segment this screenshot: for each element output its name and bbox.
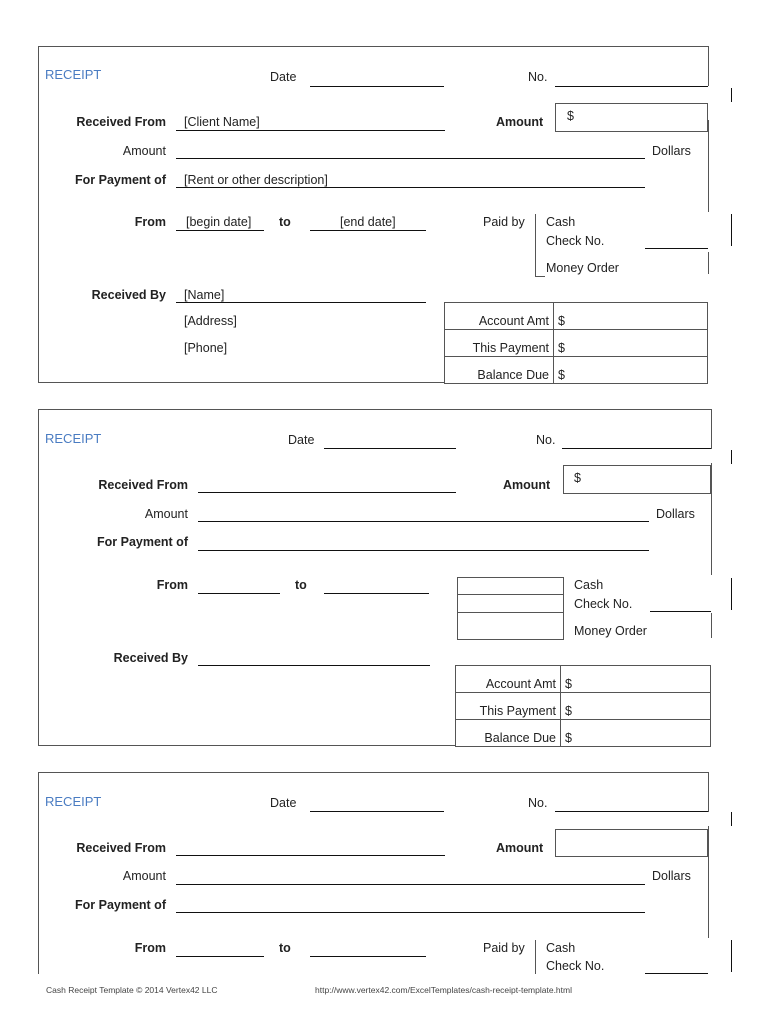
- from-date-field[interactable]: [176, 230, 264, 231]
- margin-mark: [731, 940, 732, 972]
- table-row: [445, 330, 708, 357]
- from-label: From: [156, 578, 188, 592]
- receipt-border-bottom: [38, 745, 455, 746]
- table-row: [456, 666, 711, 693]
- date-field[interactable]: [324, 448, 456, 449]
- account-amt-label: Account Amt: [456, 666, 561, 693]
- date-field[interactable]: [310, 86, 444, 87]
- paid-by-divider: [535, 214, 536, 276]
- amount-in-words-label: Amount: [144, 507, 188, 521]
- receipt-border-right-low: [708, 252, 709, 274]
- receipt-border-right-mid: [708, 120, 709, 212]
- amount-box[interactable]: [563, 465, 711, 494]
- receipt-border-top: [38, 409, 711, 410]
- this-payment-value[interactable]: $: [554, 330, 708, 357]
- paid-by-label: Paid by: [483, 941, 525, 955]
- received-by-address: [Address]: [184, 314, 237, 328]
- receipt-border-left: [38, 772, 39, 974]
- amount-in-words-label: Amount: [122, 144, 166, 158]
- money-order-option[interactable]: Money Order: [546, 261, 619, 275]
- receipt-border-right: [708, 46, 709, 86]
- paid-by-label: Paid by: [483, 215, 525, 229]
- amount-in-words-label: Amount: [122, 869, 166, 883]
- received-from-field[interactable]: [176, 130, 445, 131]
- amount-in-words-field[interactable]: [176, 158, 645, 159]
- cash-option[interactable]: Cash: [546, 941, 576, 955]
- dollars-label: Dollars: [652, 869, 691, 883]
- for-payment-field[interactable]: [198, 550, 649, 551]
- receipt-title: RECEIPT: [45, 794, 102, 809]
- receipt-border-left: [38, 46, 39, 382]
- receipt-border-top: [38, 46, 708, 47]
- table-row: [456, 693, 711, 720]
- amount-label: Amount: [496, 115, 544, 129]
- table-row: [456, 720, 711, 747]
- receipt-border-top: [38, 772, 708, 773]
- receipt-title: RECEIPT: [45, 431, 102, 446]
- to-date-field[interactable]: [310, 956, 426, 957]
- margin-mark: [731, 450, 732, 464]
- this-payment-label: This Payment: [445, 330, 554, 357]
- amount-label: Amount: [496, 841, 544, 855]
- receipt-border-right-mid: [711, 463, 712, 575]
- cash-checkbox[interactable]: [457, 577, 564, 595]
- received-from-label: Received From: [98, 478, 188, 492]
- balance-due-label: Balance Due: [456, 720, 561, 747]
- received-by-phone: [Phone]: [184, 341, 228, 355]
- receipt-border-right: [708, 772, 709, 812]
- for-payment-label: For Payment of: [75, 898, 166, 912]
- to-label: to: [295, 578, 307, 592]
- date-label: Date: [270, 70, 297, 84]
- from-date-field[interactable]: [198, 593, 280, 594]
- dollars-label: Dollars: [652, 144, 691, 158]
- received-from-label: Received From: [76, 115, 166, 129]
- receipt-number-label: No.: [528, 796, 548, 810]
- amount-in-words-field[interactable]: [198, 521, 649, 522]
- footer-copyright: Cash Receipt Template © 2014 Vertex42 LLC: [46, 985, 218, 995]
- date-field[interactable]: [310, 811, 444, 812]
- received-from-value: [Client Name]: [184, 115, 260, 129]
- receipt-number-label: No.: [528, 70, 548, 84]
- amount-label: Amount: [503, 478, 551, 492]
- amount-in-words-field[interactable]: [176, 884, 645, 885]
- receipt-border-bottom: [38, 382, 444, 383]
- received-by-field[interactable]: [176, 302, 426, 303]
- amount-dollar-sign: $: [574, 471, 581, 485]
- to-date-field[interactable]: [310, 230, 426, 231]
- received-by-name: [Name]: [184, 288, 225, 302]
- receipt-border-right-low: [711, 613, 712, 638]
- balance-due-label: Balance Due: [445, 357, 554, 384]
- for-payment-field[interactable]: [176, 912, 645, 913]
- date-label: Date: [288, 433, 315, 447]
- balance-table: [444, 302, 708, 384]
- from-value: [begin date]: [186, 215, 252, 229]
- received-by-field[interactable]: [198, 665, 430, 666]
- receipt-number-field[interactable]: [555, 86, 708, 87]
- receipt-border-left: [38, 409, 39, 745]
- to-value: [end date]: [340, 215, 396, 229]
- account-amt-value[interactable]: $: [561, 666, 711, 693]
- receipt-number-field[interactable]: [562, 448, 711, 449]
- amount-box[interactable]: [555, 829, 708, 857]
- paid-by-underline: [535, 276, 545, 277]
- balance-due-value[interactable]: $: [561, 720, 711, 747]
- balance-table: [455, 665, 711, 747]
- received-by-label: Received By: [91, 288, 166, 302]
- margin-mark: [731, 214, 732, 246]
- margin-mark: [731, 88, 732, 102]
- table-row: [445, 303, 708, 330]
- table-row: [445, 357, 708, 384]
- money-order-checkbox[interactable]: [457, 612, 564, 640]
- amount-box[interactable]: [555, 103, 708, 132]
- paid-by-divider: [535, 940, 536, 974]
- dollars-label: Dollars: [656, 507, 695, 521]
- for-payment-label: For Payment of: [75, 173, 166, 187]
- account-amt-value[interactable]: $: [554, 303, 708, 330]
- check-number-field[interactable]: [645, 973, 708, 974]
- check-checkbox[interactable]: [457, 594, 564, 613]
- received-from-field[interactable]: [198, 492, 456, 493]
- balance-due-value[interactable]: $: [554, 357, 708, 384]
- for-payment-value: [Rent or other description]: [184, 173, 328, 187]
- margin-mark: [731, 812, 732, 826]
- amount-dollar-sign: $: [567, 109, 574, 123]
- money-order-option: Money Order: [574, 624, 647, 638]
- check-option[interactable]: Check No.: [546, 959, 605, 973]
- from-label: From: [134, 215, 166, 229]
- to-label: to: [279, 941, 291, 955]
- from-label: From: [134, 941, 166, 955]
- check-option[interactable]: Check No.: [546, 234, 605, 248]
- margin-mark: [731, 578, 732, 610]
- to-date-field[interactable]: [324, 593, 429, 594]
- to-label: to: [279, 215, 291, 229]
- for-payment-label: For Payment of: [97, 535, 188, 549]
- check-number-field[interactable]: [650, 611, 711, 612]
- date-label: Date: [270, 796, 297, 810]
- received-from-label: Received From: [76, 841, 166, 855]
- receipt-number-label: No.: [536, 433, 556, 447]
- from-date-field[interactable]: [176, 956, 264, 957]
- cash-option[interactable]: Cash: [546, 215, 576, 229]
- received-from-field[interactable]: [176, 855, 445, 856]
- cash-option: Cash: [574, 578, 604, 592]
- account-amt-label: Account Amt: [445, 303, 554, 330]
- this-payment-value[interactable]: $: [561, 693, 711, 720]
- receipt-title: RECEIPT: [45, 67, 102, 82]
- for-payment-field[interactable]: [176, 187, 645, 188]
- receipt-number-field[interactable]: [555, 811, 708, 812]
- footer-url[interactable]: http://www.vertex42.com/ExcelTemplates/cash-receipt-template.html: [315, 985, 572, 995]
- received-by-label: Received By: [113, 651, 188, 665]
- receipt-border-right: [711, 409, 712, 449]
- receipt-border-right-mid: [708, 826, 709, 938]
- this-payment-label: This Payment: [456, 693, 561, 720]
- check-option: Check No.: [574, 597, 633, 611]
- check-number-field[interactable]: [645, 248, 708, 249]
